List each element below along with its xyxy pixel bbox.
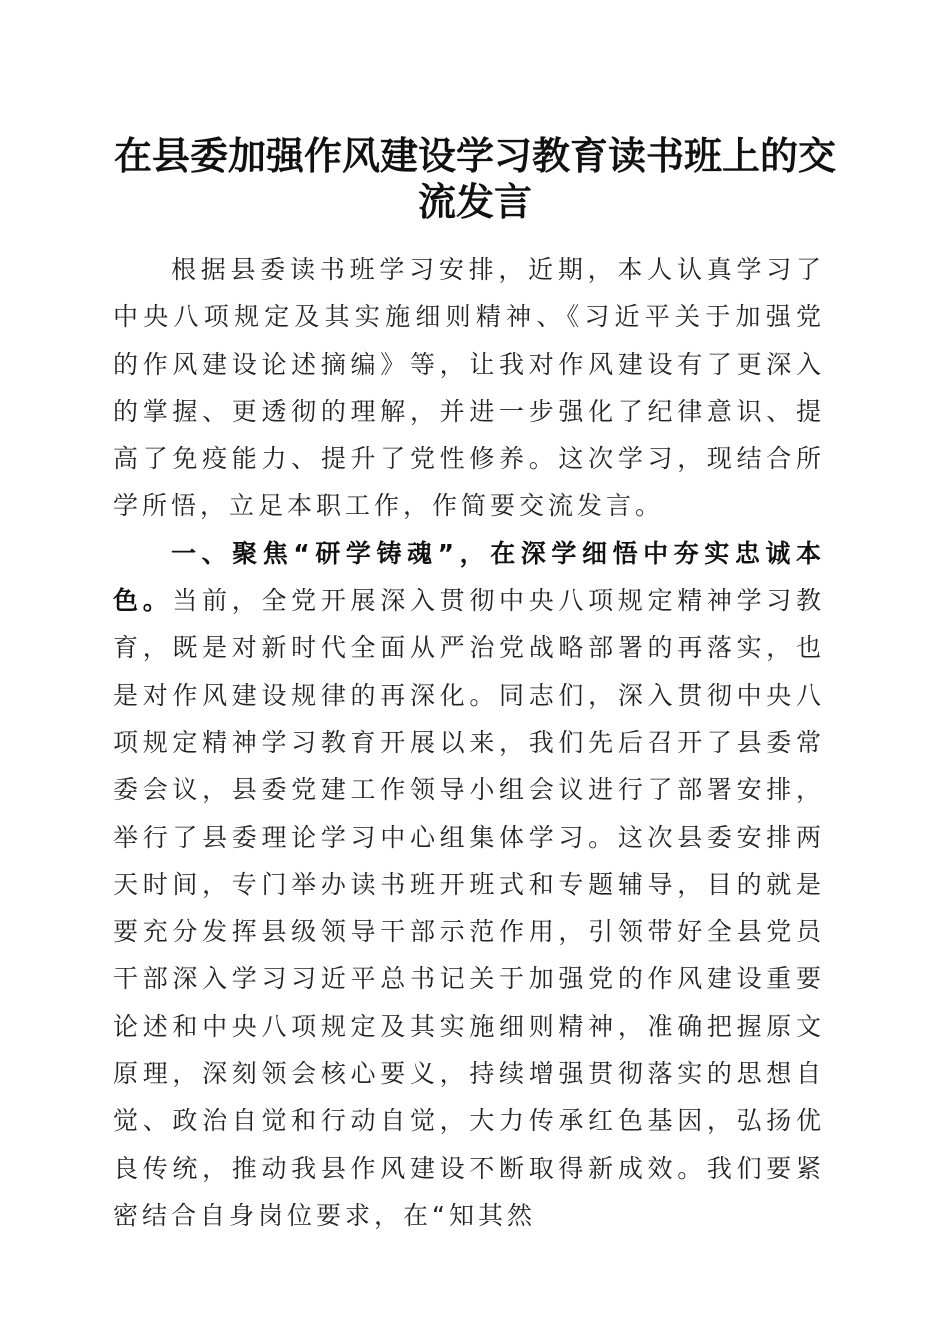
paragraph-section-one xyxy=(113,530,825,1239)
paragraph-intro xyxy=(113,246,825,530)
paragraph-text: 当前，全党开展深入贯彻中央八项规定精神学习教育，既是对新时代全面从严治党战略部署的再落实，也是对作风建设规律的再深化。同志们，深入贯彻中央八项规定精神学习教育开展以来，我们先后召开了县委常委会议，县委党建工作领导小组会议进行了部署安排，举行了县委理论学习中心组集体学习。这次县委安排两天时间，专门举办读书班开班式和专题辅导，目的就是要充分发挥县级领导干部示范作用，引领带好全县党员干部深入学习习近平总书记关于加强党的作风建设重要论述和中央八项规定及其实施细则精神，准确把握原文原理，深刻领会核心要义，持续增强贯彻落实的思想自觉、政治自觉和行动自觉，大力传承红色基因，弘扬优良传统，推动我县作风建设不断取得新成效。我们要紧密结合自身岗位要求，在“知其然 xyxy=(113,586,825,1230)
paragraph-text: 根据县委读书班学习安排，近期，本人认真学习了中央八项规定及其实施细则精神、《习近平关于加强党的作风建设论述摘编》等，让我对作风建设有了更深入的掌握、更透彻的理解，并进一步强化了纪律意识、提高了免疫能力、提升了党性修养。这次学习，现结合所学所悟，立足本职工作，作简要交流发言。 xyxy=(113,255,825,521)
document-title: 在县委加强作风建设学习教育读书班上的交流发言 xyxy=(113,133,836,224)
document-body xyxy=(113,246,825,1239)
section-heading: 一、聚焦“研学铸魂”，在深学细悟中夯实忠诚本色。 xyxy=(113,538,825,616)
